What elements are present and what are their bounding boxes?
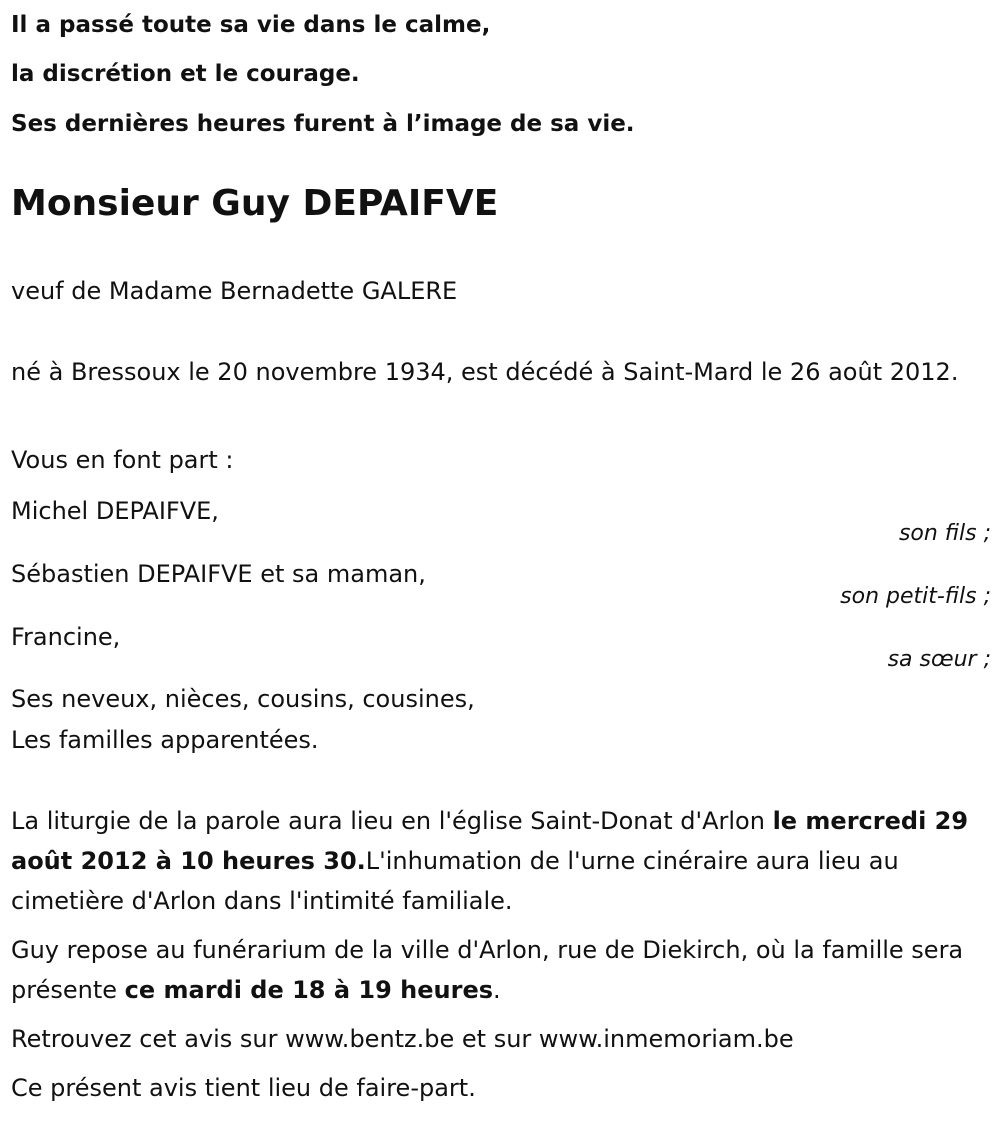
funerarium-text: Guy repose au funérarium de la ville d'Arlon, rue de Diekirch, où la famille sera présente	[11, 936, 964, 1004]
intro-line-2: la discrétion et le courage.	[11, 61, 360, 87]
website-line: Retrouvez cet avis sur www.bentz.be et sur www.inmemoriam.be	[11, 1025, 794, 1053]
deceased-name: Monsieur Guy DEPAIFVE	[11, 183, 499, 224]
closing-line: Ce présent avis tient lieu de faire-part.	[11, 1074, 476, 1102]
funerarium-end: .	[493, 976, 501, 1004]
family-member-name: Francine,	[11, 623, 121, 651]
widower-line: veuf de Madame Bernadette GALERE	[11, 277, 458, 305]
intro-line-3: Ses dernières heures furent à l’image de sa vie.	[11, 111, 635, 137]
announce-line: Vous en font part :	[11, 446, 234, 474]
family-member-name: Sébastien DEPAIFVE et sa maman,	[11, 560, 426, 588]
other-relatives-line: Les familles apparentées.	[11, 726, 319, 754]
intro-line-1: Il a passé toute sa vie dans le calme,	[11, 12, 491, 38]
birth-death-paragraph: né à Bressoux le 20 novembre 1934, est décédé à Saint-Mard le 26 août 2012.	[11, 358, 959, 386]
visiting-hours: ce mardi de 18 à 19 heures	[124, 976, 494, 1004]
liturgy-paragraph	[11, 801, 991, 921]
family-member-relation: son petit-fils ;	[840, 584, 991, 609]
liturgy-date: le mercredi 29 août 2012 à 10 heures 30.	[11, 807, 969, 875]
other-relatives-line: Ses neveux, nièces, cousins, cousines,	[11, 685, 475, 713]
inhumation-text: L'inhumation de l'urne cinéraire aura lieu au cimetière d'Arlon dans l'intimité familiale.	[11, 847, 899, 915]
family-member-name: Michel DEPAIFVE,	[11, 497, 219, 525]
family-member-relation: son fils ;	[898, 521, 991, 546]
family-member-relation: sa sœur ;	[887, 647, 991, 672]
funerarium-paragraph	[11, 930, 991, 1010]
liturgy-text: La liturgie de la parole aura lieu en l'église Saint-Donat d'Arlon	[11, 807, 773, 835]
